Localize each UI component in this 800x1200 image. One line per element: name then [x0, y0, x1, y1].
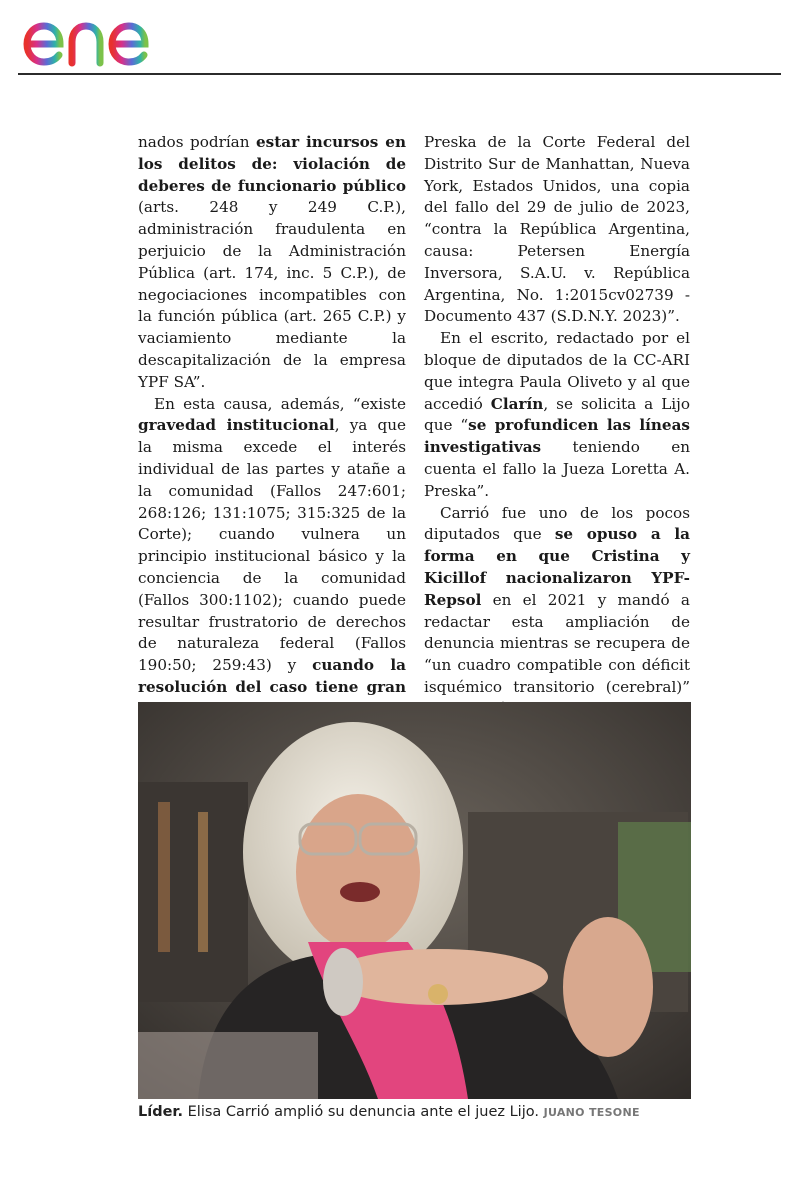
- caption-lead: Líder.: [138, 1104, 184, 1120]
- bold-phrase: estar incursos en los delitos de: violación de deberes de funcionario público: [138, 133, 406, 195]
- text-run: Preska de la Corte Federal del Distrito Sur de Manhattan, Nueva York, Estados Unidos, una copia del fallo del 29 de julio de 2023, “contra la República Argentina, causa: Petersen Energía Inversora, S.A.U. v. República Argentina, No. 1:2015cv02739 - Documento 437 (S.D.N.Y. 2023)”.: [424, 133, 690, 326]
- photo-elisa-carrio: [138, 702, 691, 1099]
- text-run: nados podrían: [138, 133, 256, 151]
- photo-credit: JUANO TESONE: [543, 1106, 640, 1119]
- text-run: teniendo en cuenta el fallo la Jueza Loretta A. Preska”.: [424, 438, 690, 500]
- article-column-right: [424, 132, 690, 764]
- text-run: En esta causa, además, “existe: [154, 394, 406, 413]
- bold-phrase: Clarín: [490, 394, 544, 413]
- article-paragraph: [424, 132, 690, 328]
- header-rule: [18, 73, 781, 75]
- text-run: (arts. 248 y 249 C.P.), administración fraudulenta en perjuicio de la Administración Pública (art. 174, inc. 5 C.P.), de negociaciones incompatibles con la función pública (art. 265 C.P.) y vaciamiento mediante la descapitalización de la empresa YPF SA”.: [138, 198, 406, 391]
- bold-phrase: cuando la resolución del caso tiene gran: [138, 656, 406, 696]
- enel-logo: [20, 6, 190, 68]
- article-paragraph: [424, 328, 690, 502]
- text-run: En el escrito, redactado por el bloque de diputados de la CC-ARI que integra Paula Oliveto y al que accedió: [424, 329, 690, 413]
- enel-logo-graphic: [20, 6, 190, 68]
- text-run: , se solicita a Lijo que “: [424, 394, 690, 435]
- text-run: en el 2021 y mandó a redactar esta ampliación de denuncia mientras se recupera de “un cuadro compatible con déficit isquémico transitorio (cerebral)”: [424, 590, 690, 696]
- text-run: , ya que la misma excede el interés individual de las partes y atañe a la comunidad (Fallos 247:601; 268:126; 131:1075; 315:325 de la Corte); cuando vulnera un principio institucional básico y la conciencia de la comunidad (Fallos 300:1102); cuando puede resultar frustratorio de derechos de naturaleza federal (Fallos 190:50; 259:43) y: [138, 416, 407, 675]
- bold-phrase: se opuso a la forma en que Cristina y Kicillof nacionalizaron YPF-Repsol: [424, 525, 690, 609]
- article-paragraph: [138, 132, 406, 394]
- bold-phrase: gravedad institucional: [138, 416, 335, 435]
- text-run: Carrió fue uno de los pocos diputados que: [424, 503, 690, 544]
- bold-phrase: se profundicen las líneas investigativas: [424, 416, 690, 457]
- article-photo: [138, 702, 691, 1099]
- caption-text: Elisa Carrió amplió su denuncia ante el juez Lijo.: [183, 1104, 539, 1120]
- photo-caption: [138, 1104, 698, 1120]
